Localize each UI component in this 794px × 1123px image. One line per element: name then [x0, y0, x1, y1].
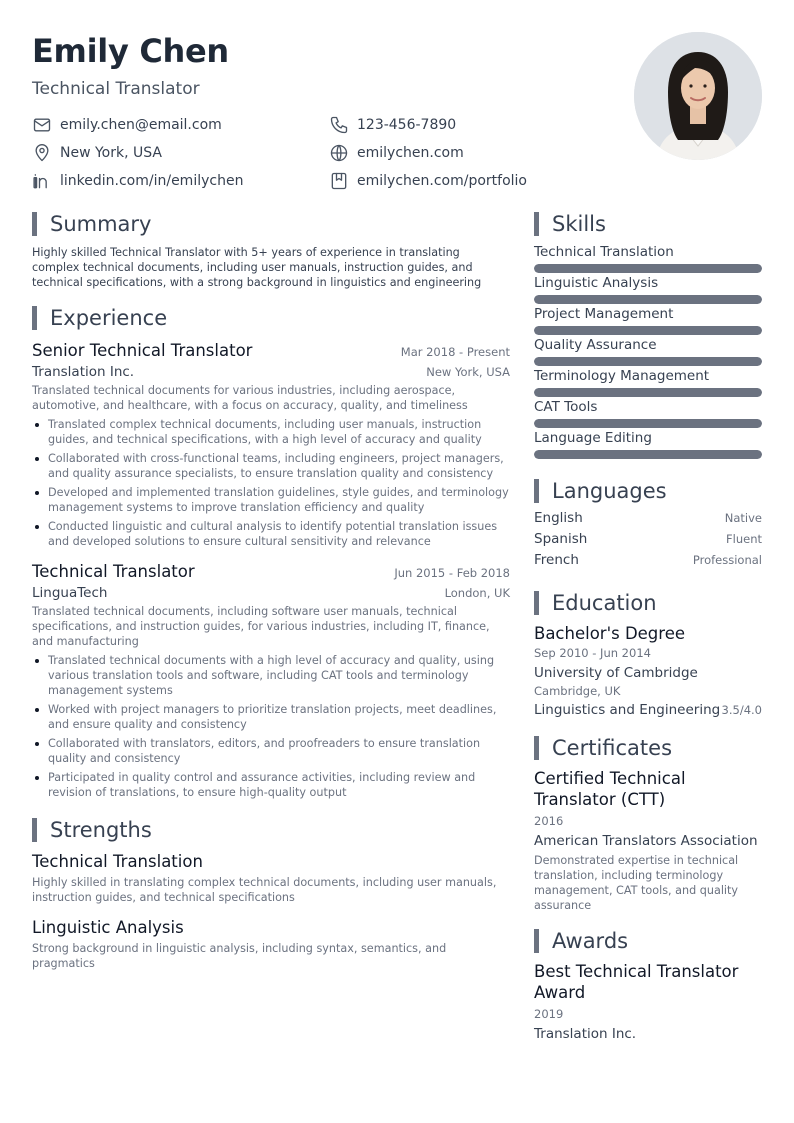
language-name: Spanish	[534, 531, 588, 547]
award-year: 2019	[534, 1007, 564, 1021]
experience-heading: Experience	[32, 304, 510, 332]
strength-title: Linguistic Analysis	[32, 918, 184, 937]
award-issuer: Translation Inc.	[534, 1026, 637, 1042]
skill-item	[534, 397, 762, 428]
job-title: Technical Translator	[32, 562, 195, 581]
summary-heading: Summary	[32, 210, 510, 238]
contact-website[interactable]	[329, 142, 592, 164]
language-item	[534, 510, 762, 531]
education-field: Linguistics and Engineering	[534, 702, 721, 718]
person-name: Emily Chen	[32, 32, 229, 70]
skill-bar-fill	[534, 295, 762, 304]
list-item: Collaborated with cross-functional teams, including engineers, project managers, and quality assurance specialists, to ensure translation quality and consistency	[32, 451, 510, 481]
languages-list	[534, 510, 762, 573]
job-entry	[32, 561, 510, 800]
skill-bar-fill	[534, 326, 762, 335]
job-title: Senior Technical Translator	[32, 341, 253, 360]
certificate-name: Certified Technical Translator (CTT)	[534, 769, 686, 809]
strength-item	[32, 851, 510, 905]
certificates-heading: Certificates	[534, 734, 762, 762]
skill-item	[534, 304, 762, 335]
contact-email-text: emily.chen@email.com	[60, 117, 222, 133]
skill-bar-fill	[534, 357, 762, 366]
contact-portfolio[interactable]	[329, 170, 592, 192]
skill-name: Language Editing	[534, 430, 652, 446]
job-location: London, UK	[444, 586, 510, 600]
language-level: Fluent	[726, 532, 762, 546]
skill-bar-fill	[534, 419, 762, 428]
contact-location	[32, 142, 329, 164]
skill-bar	[534, 357, 762, 366]
summary-text: Highly skilled Technical Translator with 5+ years of experience in translating complex technical documents, including user manuals, instruction guides, and technical specifications, with a strong background in linguistics and engineering	[32, 246, 482, 289]
certificate-year: 2016	[534, 814, 564, 828]
education-gpa: 3.5/4.0	[721, 703, 762, 717]
sidebar-column	[534, 210, 762, 1044]
job-location: New York, USA	[426, 365, 510, 379]
language-name: English	[534, 510, 583, 526]
skill-bar	[534, 295, 762, 304]
portrait-image	[634, 32, 762, 160]
phone-icon	[329, 115, 349, 135]
languages-heading: Languages	[534, 477, 762, 505]
skills-list	[534, 242, 762, 459]
strength-description: Strong background in linguistic analysis, including syntax, semantics, and pragmatics	[32, 942, 447, 970]
job-role: Technical Translator	[32, 79, 200, 99]
skill-bar	[534, 264, 762, 273]
skill-bar	[534, 419, 762, 428]
globe-icon	[329, 143, 349, 163]
job-company: LinguaTech	[32, 585, 108, 601]
education-location: Cambridge, UK	[534, 684, 621, 698]
strengths-heading: Strengths	[32, 816, 510, 844]
job-description: Translated technical documents, including software user manuals, technical specifications, and instruction guides, for various industries, including IT, finance, and manufacturing	[32, 605, 490, 648]
strength-item	[32, 917, 510, 971]
award-entry	[534, 961, 762, 1044]
job-bullets	[32, 653, 510, 800]
education-heading: Education	[534, 589, 762, 617]
skill-name: Project Management	[534, 306, 674, 322]
skill-bar-fill	[534, 264, 762, 273]
skill-bar-fill	[534, 388, 762, 397]
list-item: Worked with project managers to prioritize translation projects, meet deadlines, and ensure quality and consistency	[32, 702, 510, 732]
award-name: Best Technical Translator Award	[534, 962, 739, 1002]
skill-item	[534, 428, 762, 459]
skill-bar	[534, 388, 762, 397]
list-item: Participated in quality control and assurance activities, including review and revision of translations, to ensure high-quality output	[32, 770, 510, 800]
certificate-issuer: American Translators Association	[534, 833, 758, 849]
certificate-description: Demonstrated expertise in technical translation, including terminology management, CAT tools, and quality assurance	[534, 854, 739, 912]
education-dates: Sep 2010 - Jun 2014	[534, 646, 651, 660]
contact-phone-text: 123-456-7890	[357, 117, 457, 133]
language-level: Native	[724, 511, 762, 525]
skill-item	[534, 242, 762, 273]
skill-name: Linguistic Analysis	[534, 275, 659, 291]
job-dates: Mar 2018 - Present	[400, 345, 510, 359]
contact-list	[32, 114, 592, 192]
contact-phone[interactable]	[329, 114, 592, 136]
job-description: Translated technical documents for various industries, including aerospace, automotive, and healthcare, with a focus on accuracy, quality, and timeliness	[32, 384, 468, 412]
list-item: Translated technical documents with a high level of accuracy and quality, using various translation tools and software, including CAT tools and terminology management systems	[32, 653, 510, 698]
location-icon	[32, 143, 52, 163]
list-item: Developed and implemented translation guidelines, style guides, and terminology management systems to improve translation efficiency and quality	[32, 485, 510, 515]
skill-bar	[534, 450, 762, 459]
awards-heading: Awards	[534, 927, 762, 955]
education-degree: Bachelor's Degree	[534, 624, 686, 643]
skill-item	[534, 335, 762, 366]
education-entry	[534, 623, 762, 718]
email-icon	[32, 115, 52, 135]
list-item: Translated complex technical documents, including user manuals, instruction guides, and technical specifications, with a high level of accuracy and quality	[32, 417, 510, 447]
language-level: Professional	[692, 553, 762, 567]
language-item	[534, 552, 762, 573]
skill-name: Terminology Management	[534, 368, 710, 384]
skill-bar	[534, 326, 762, 335]
strength-description: Highly skilled in translating complex technical documents, including user manuals, instruction guides, and technical specifications	[32, 876, 497, 904]
job-bullets	[32, 417, 510, 549]
main-column	[32, 210, 510, 971]
linkedin-icon	[32, 171, 52, 191]
job-company: Translation Inc.	[32, 364, 135, 380]
contact-portfolio-text: emilychen.com/portfolio	[357, 173, 527, 189]
strength-title: Technical Translation	[32, 852, 203, 871]
language-name: French	[534, 552, 579, 568]
skill-item	[534, 273, 762, 304]
resume-header	[32, 30, 592, 192]
skill-item	[534, 366, 762, 397]
list-item: Conducted linguistic and cultural analysis to identify potential translation issues and developed solutions to ensure cultural sensitivity and relevance	[32, 519, 510, 549]
contact-linkedin[interactable]	[32, 170, 329, 192]
job-dates: Jun 2015 - Feb 2018	[394, 566, 510, 580]
contact-location-text: New York, USA	[60, 145, 162, 161]
certificate-entry	[534, 768, 762, 913]
contact-linkedin-text: linkedin.com/in/emilychen	[60, 173, 244, 189]
contact-email[interactable]	[32, 114, 329, 136]
skill-name: Quality Assurance	[534, 337, 657, 353]
language-item	[534, 531, 762, 552]
skill-name: CAT Tools	[534, 399, 598, 415]
skills-heading: Skills	[534, 210, 762, 238]
contact-website-text: emilychen.com	[357, 145, 464, 161]
skill-bar-fill	[534, 450, 762, 459]
profile-photo	[634, 32, 762, 160]
list-item: Collaborated with translators, editors, and proofreaders to ensure translation quality and consistency	[32, 736, 510, 766]
education-school: University of Cambridge	[534, 665, 698, 681]
job-entry	[32, 340, 510, 549]
bookmark-icon	[329, 171, 349, 191]
skill-name: Technical Translation	[534, 244, 674, 260]
